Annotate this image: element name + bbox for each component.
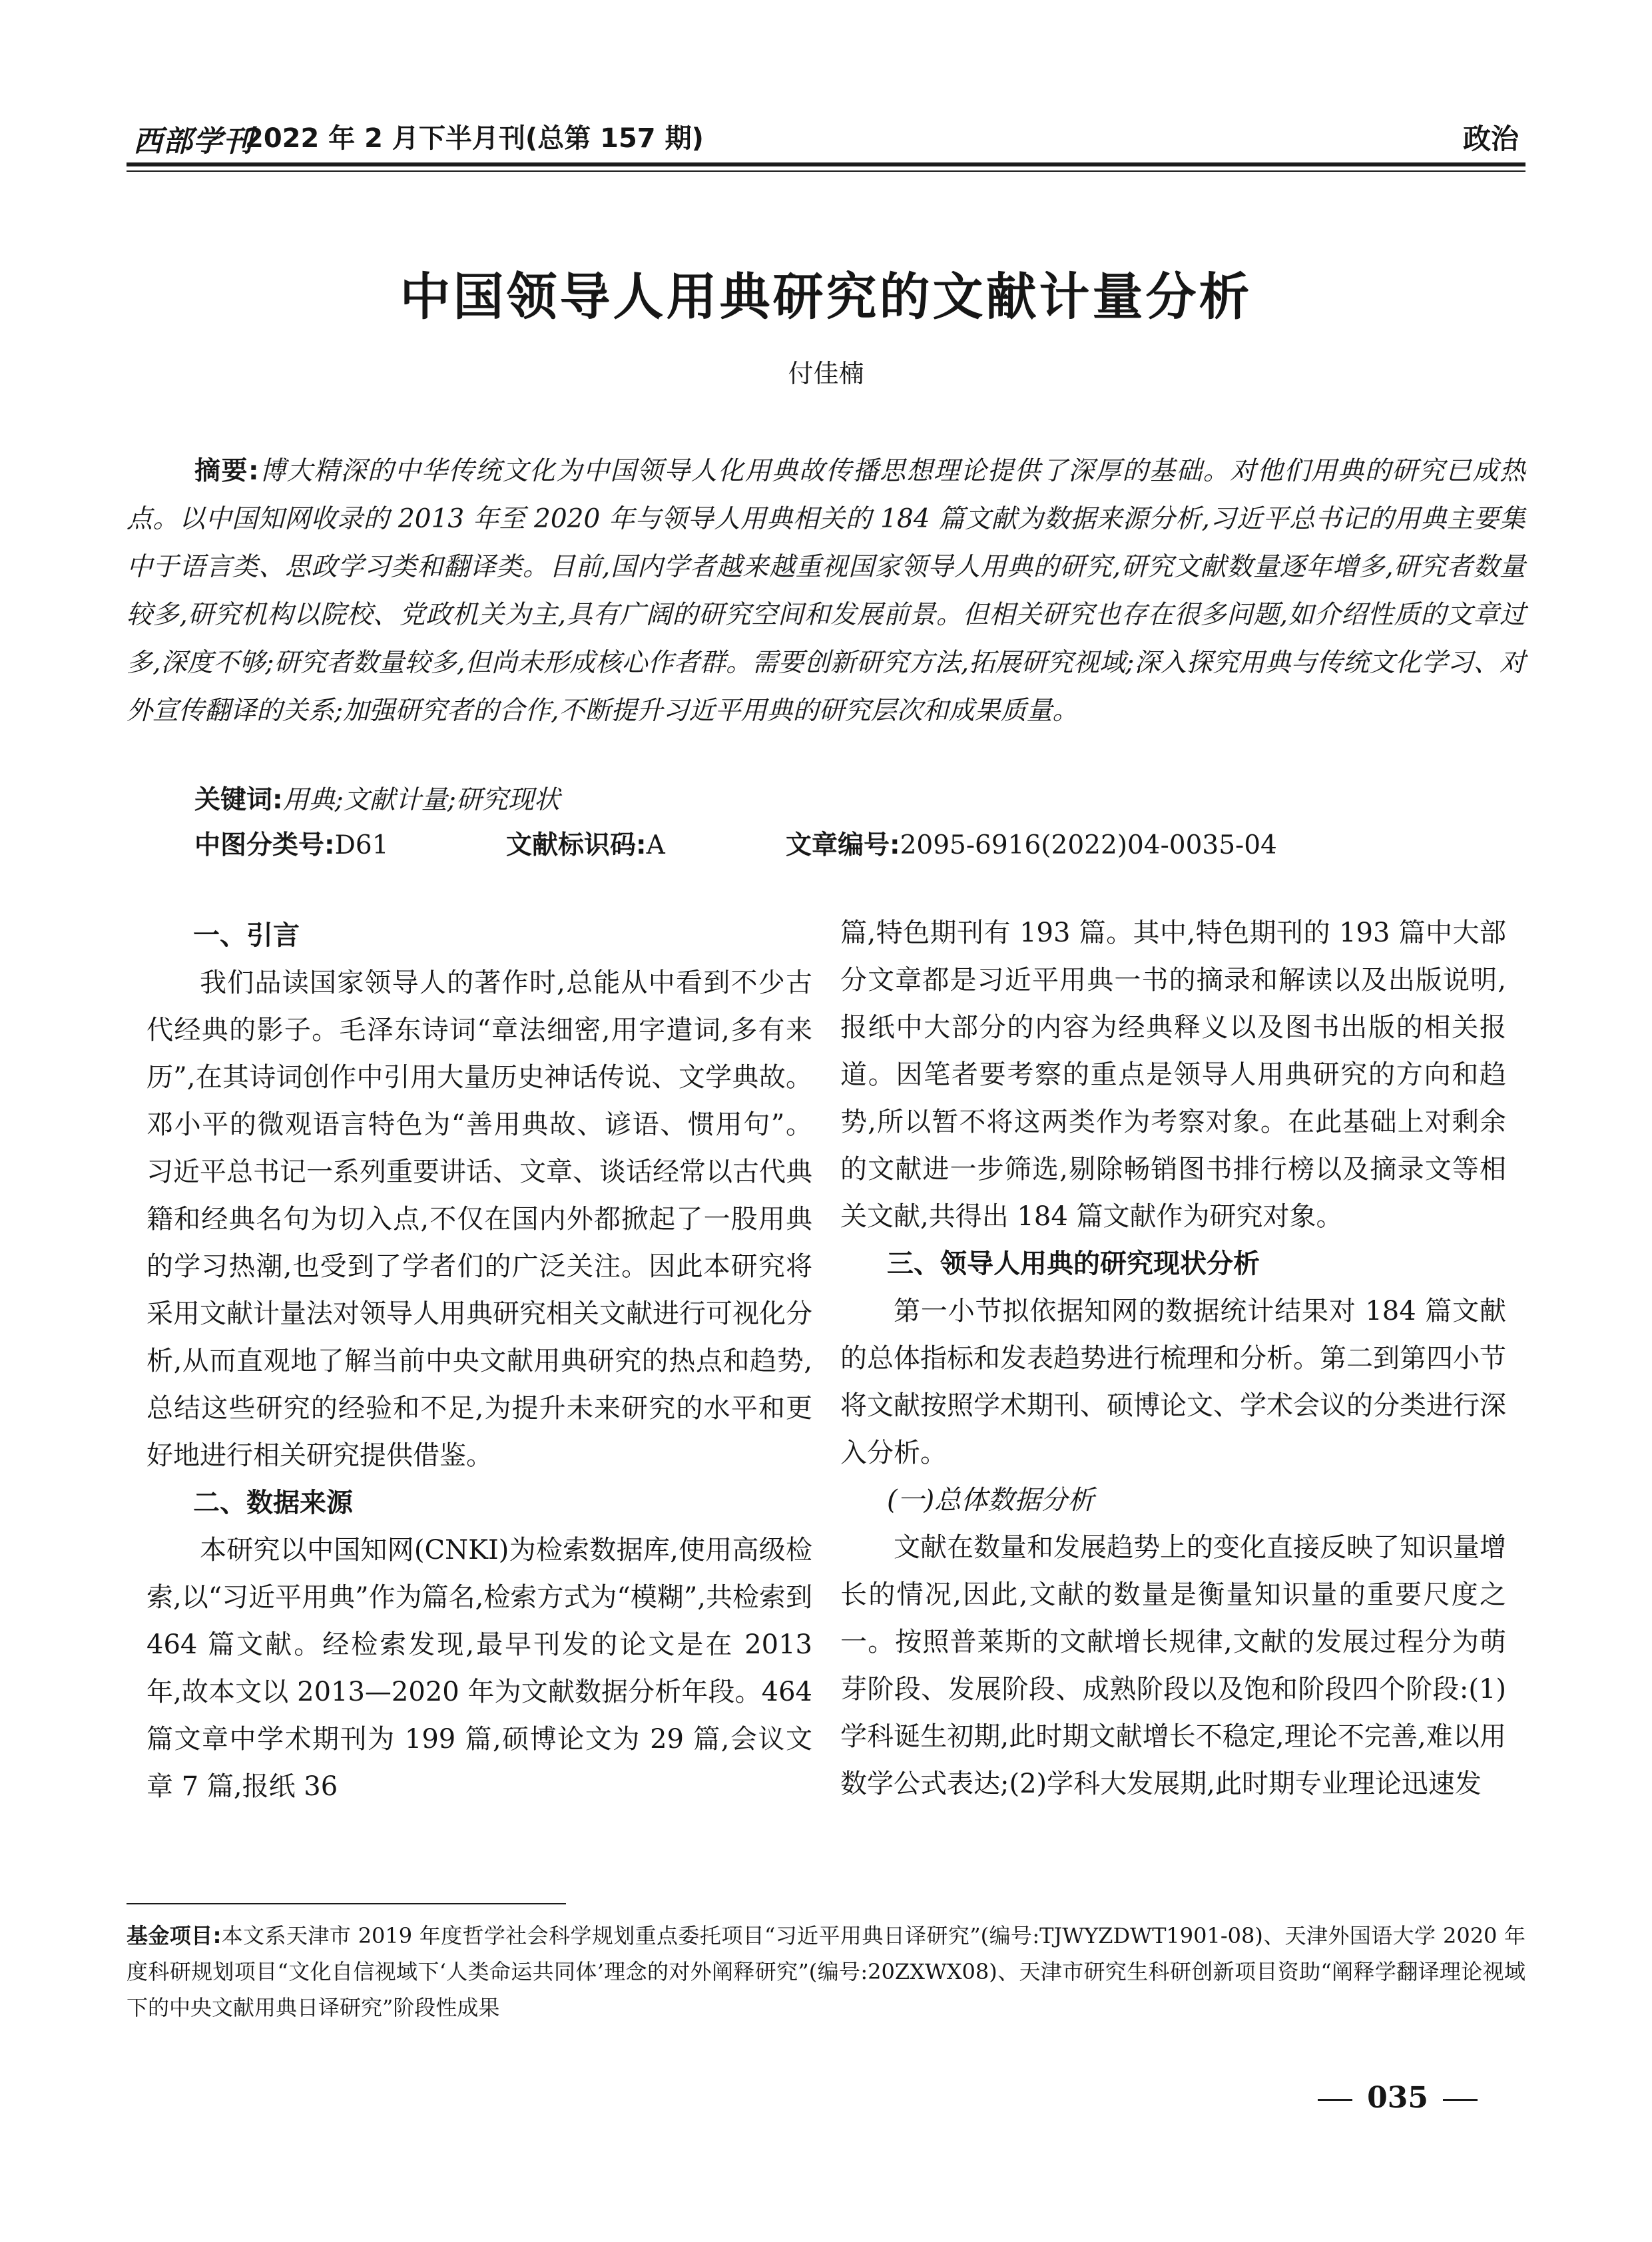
journal-logo: 西部学刊 <box>133 125 253 158</box>
keywords-label: 关键词: <box>194 785 283 815</box>
abstract-label: 摘要: <box>194 456 259 486</box>
funding-footnote <box>127 1918 1525 2026</box>
page-number <box>1303 2081 1492 2115</box>
body-paragraph-continued: 篇,特色期刊有 193 篇。其中,特色期刊的 193 篇中大部分文章都是习近平用典一书的摘录和解读以及出版说明,报纸中大部分的内容为经典释义以及图书出版的相关报道。因笔者要考察的重点是领导人用典研究的方向和趋势,所以暂不将这两类作为考察对象。在此基础上对剩余的文献进一步筛选,剔除畅销图书排行榜以及摘录文等相关文献,共得出 184 篇文献作为研究对象。 <box>840 918 1506 1232</box>
body-column-right <box>840 910 1506 1808</box>
section-tag: 政治 <box>1462 123 1519 155</box>
doc-code-value: A <box>646 830 665 860</box>
keywords-text: 用典;文献计量;研究现状 <box>282 785 560 815</box>
clc-value: D61 <box>334 830 389 860</box>
body-paragraph: 第一小节拟依据知网的数据统计结果对 184 篇文献的总体指标和发表趋势进行梳理和分析。第二到第四小节将文献按照学术期刊、硕博论文、学术会议的分类进行深入分析。 <box>840 1296 1506 1468</box>
body-paragraph: 文献在数量和发展趋势上的变化直接反映了知识量增长的情况,因此,文献的数量是衡量知识量的重要尺度之一。按照普莱斯的文献增长规律,文献的发展过程分为萌芽阶段、发展阶段、成熟阶段以及饱和阶段四个阶段:(1)学科诞生初期,此时期文献增长不稳定,理论不完善,难以用数学公式表达;(2)学科大发展期,此时期专业理论迅速发 <box>840 1532 1506 1799</box>
issue-info: 2022 年 2 月下半月刊(总第 157 期) <box>245 123 704 154</box>
article-no-value: 2095-6916(2022)04-0035-04 <box>900 830 1277 860</box>
body-column-left <box>146 912 812 1811</box>
footnote-rule <box>127 1903 566 1904</box>
dash-left <box>1318 2099 1352 2101</box>
abstract-text: 博大精深的中华传统文化为中国领导人化用典故传播思想理论提供了深厚的基础。对他们用典的研究已成热点。以中国知网收录的 2013 年至 2020 年与领导人用典相关的 184 篇文献为数据来源分析,习近平总书记的用典主要集中于语言类、思政学习类和翻译类。目前,国内学者越来越重视国家领导人用典的研究,研究文献数量逐年增多,研究者数量较多,研究机构以院校、党政机关为主,具有广阔的研究空间和发展前景。但相关研究也存在很多问题,如介绍性质的文章过多,深度不够;研究者数量较多,但尚未形成核心作者群。需要创新研究方法,拓展研究视域;深入探究用典与传统文化学习、对外宣传翻译的关系;加强研究者的合作,不断提升习近平用典的研究层次和成果质量。 <box>127 456 1525 726</box>
keywords <box>194 779 560 816</box>
footnote-label: 基金项目: <box>127 1923 222 1948</box>
page-number-value: 035 <box>1367 2081 1428 2115</box>
article-author: 付佳楠 <box>788 359 864 388</box>
header-rule-thick <box>127 162 1525 166</box>
footnote-text: 本文系天津市 2019 年度哲学社会科学规划重点委托项目“习近平用典日译研究”(编号:TJWYZDWT1901-08)、天津外国语大学 2020 年度科研规划项目“文化自信视域下‘人类命运共同体’理念的对外阐释研究”(编号:20ZXWX08)、天津市研究生科研创新项目资助“阐释学翻译理论视域下的中央文献用典日译研究”阶段性成果 <box>127 1923 1525 2020</box>
body-paragraph: 本研究以中国知网(CNKI)为检索数据库,使用高级检索,以“习近平用典”作为篇名,检索方式为“模糊”,共检索到 464 篇文献。经检索发现,最早刊发的论文是在 2013 年,故本文以 2013—2020 年为文献数据分析年段。464 篇文章中学术期刊为 199 篇,硕博论文为 29 篇,会议文章 7 篇,报纸 36 <box>146 1535 812 1802</box>
dash-right <box>1443 2099 1478 2101</box>
article-number <box>786 824 1277 862</box>
document-code <box>506 824 665 862</box>
article-title: 中国领导人用典研究的文献计量分析 <box>400 267 1252 326</box>
abstract <box>127 447 1525 735</box>
clc-label: 中图分类号: <box>194 830 335 860</box>
article-no-label: 文章编号: <box>786 830 900 860</box>
running-header <box>127 112 1525 162</box>
doc-code-label: 文献标识码: <box>506 830 647 860</box>
header-rule-thin <box>127 170 1525 172</box>
section-heading-data-source: 二、数据来源 <box>193 1488 353 1518</box>
section-heading-intro: 一、引言 <box>193 920 300 951</box>
subsection-heading: (一)总体数据分析 <box>887 1485 1095 1516</box>
body-paragraph: 我们品读国家领导人的著作时,总能从中看到不少古代经典的影子。毛泽东诗词“章法细密,用字遣词,多有来历”,在其诗词创作中引用大量历史神话传说、文学典故。邓小平的微观语言特色为“善用典故、谚语、惯用句”。习近平总书记一系列重要讲话、文章、谈话经常以古代典籍和经典名句为切入点,不仅在国内外都掀起了一股用典的学习热潮,也受到了学者们的广泛关注。因此本研究将采用文献计量法对领导人用典研究相关文献进行可视化分析,从而直观地了解当前中央文献用典研究的热点和趋势,总结这些研究的经验和不足,为提升未来研究的水平和更好地进行相关研究提供借鉴。 <box>146 968 812 1471</box>
section-heading-status: 三、领导人用典的研究现状分析 <box>887 1249 1260 1279</box>
clc-number <box>194 824 389 862</box>
